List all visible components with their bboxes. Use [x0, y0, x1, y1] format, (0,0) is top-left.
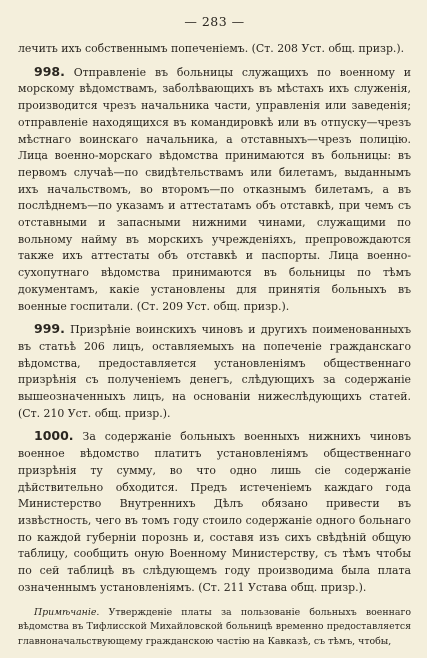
article-number: 998. [34, 63, 65, 79]
footnote [18, 606, 411, 650]
article-998 [18, 64, 411, 316]
article-1000 [18, 428, 411, 596]
article-999 [18, 321, 411, 422]
article-number: 999. [34, 321, 65, 337]
note-label: Примѣчаніе. [34, 606, 100, 618]
article-text: Призрѣніе воинскихъ чиновъ и другихъ поименованныхъ въ статьѣ 206 лицъ, оставляемыхъ на попеченіе гражданскаго вѣдомства, предоставляется установленіямъ общественнаго призрѣнія съ полученіемъ денегъ, слѣдующихъ за содержаніе вышеозначенныхъ лицъ, на основаніи нижеслѣдующихъ статей. (Ст. 210 Уст. общ. призр.). [18, 323, 411, 420]
article-text: За содержаніе больныхъ военныхъ нижнихъ чиновъ военное вѣдомство платитъ установленіямъ общественнаго призрѣнія ту сумму, во что одно лишь сіе содержаніе дѣйствительно обходится. Предъ истеченіемъ каждаго года Министерство Внутреннихъ Дѣлъ обязано привести въ извѣстность, чего въ томъ году стоило содержаніе одного больнаго по каждой губерніи порознь и, составя изъ сихъ свѣдѣній общую таблицу, сообщить оную Военному Министерству, съ тѣмъ чтобы по сей таблицѣ въ слѣдующемъ году производима была плата означеннымъ установленіямъ. (Ст. 211 Устава общ. призр.). [18, 430, 411, 594]
continued-text: лечить ихъ собственнымъ попеченіемъ. (Ст. 208 Уст. общ. призр.). [18, 42, 405, 55]
book-page [18, 14, 411, 658]
page-number: — 283 — [184, 14, 245, 29]
article-text: Отправленіе въ больницы служащихъ по военному и морскому вѣдомствамъ, заболѣвающихъ въ мѣстахъ ихъ служенія, производится чрезъ начальника части, управленія или заведенія; отправленіе находящихся въ командировкѣ или въ отпуску—чрезъ мѣстнаго воинскаго начальника, а отставныхъ—чрезъ полицію. Лица военно-морскаго вѣдомства принимаются въ больницы: въ первомъ случаѣ—по свидѣтельствамъ или билетамъ, выданнымъ ихъ начальствомъ, во второмъ—по отказнымъ билетамъ, а въ послѣднемъ—по указамъ и аттестатамъ объ отставкѣ, при чемъ съ отставными и запасными нижними чинами, служащими по вольному найму въ морскихъ учрежденіяхъ, препровождаются также ихъ аттестаты объ отставкѣ и паспорты. Лица военно-сухопутнаго вѣдомства принимаются въ больницы по тѣмъ документамъ, какіе установлены для принятія больныхъ въ военные госпитали. (Ст. 209 Уст. общ. призр.). [18, 65, 412, 313]
note-text: Утвержденіе платы за пользованіе больныхъ военнаго вѣдомства въ Тифлисской Михайловской больницѣ временно предоставляется главноначальствующему гражданскою частію на Кавказѣ, съ тѣмъ, чтобы, [18, 606, 412, 647]
article-number: 1000. [34, 428, 74, 444]
